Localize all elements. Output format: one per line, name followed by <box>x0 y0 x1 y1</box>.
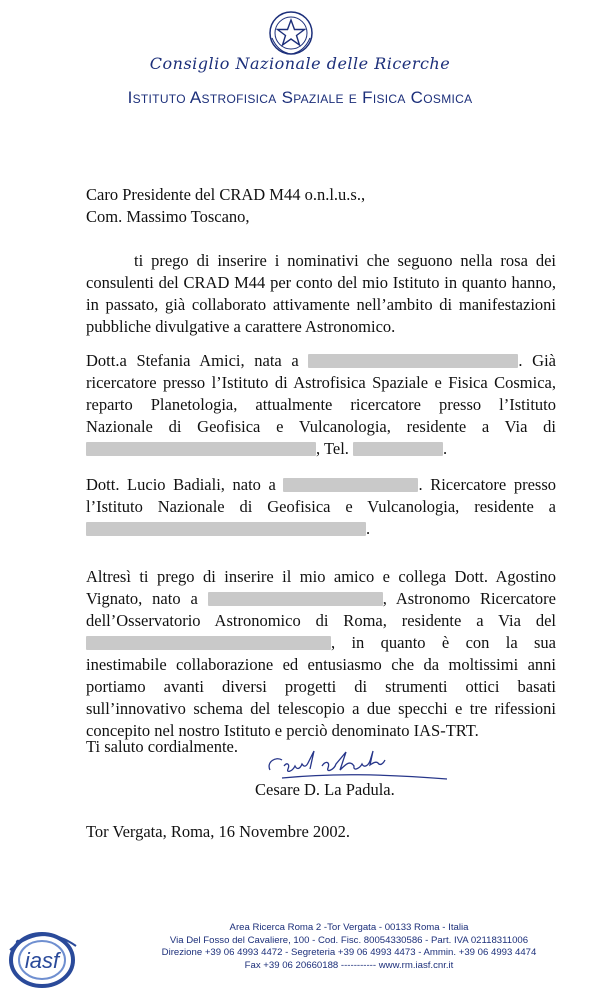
paragraph-agostino-vignato <box>86 566 556 742</box>
iasf-logo-text: iasf <box>24 948 60 973</box>
paragraph4-part-b: , Astronomo Ricercatore dell’Osservatorio Astronomico di Roma, residente a Via del <box>86 589 557 630</box>
closing-salutation: Ti saluto cordialmente. <box>86 737 238 756</box>
redacted-address <box>86 522 366 536</box>
footer-line-1: Area Ricerca Roma 2 -Tor Vergata - 00133 Roma - Italia <box>229 922 469 933</box>
paragraph4-part-c: , in quanto è con la sua inestimabile collaborazione ed entusiasmo che da moltissimi anni portiamo avanti diversi progetti di strumenti ottici basati sull’innovativo schema del telescopio a due specchi e tre rifessioni concepito nel nostro Istituto e perciò denominato IAS-TRT. <box>86 633 556 740</box>
letter-greeting <box>86 184 556 228</box>
signer-name: Cesare D. La Padula. <box>255 780 395 799</box>
greeting-line-1: Caro Presidente del CRAD M44 o.n.l.u.s., <box>86 185 366 204</box>
footer-line-2: Via Del Fosso del Cavaliere, 100 - Cod. Fisc. 80054330586 - Part. IVA 02118311006 <box>169 934 529 946</box>
iasf-logo-icon <box>4 920 84 990</box>
person1-tel-label: , Tel. <box>316 439 349 458</box>
redacted-birth-info <box>283 478 418 492</box>
italian-republic-star-emblem-icon <box>266 8 316 58</box>
redacted-birth-info <box>208 592 383 606</box>
person2-intro: Dott. Lucio Badiali, nato a <box>86 475 276 494</box>
paragraph-request: ti prego di inserire i nominativi che seguono nella rosa dei consulenti del CRAD M44 per conto del mio Istituto in quanto hanno, in passato, già collaborato attivamente nell’ambito di manifestazioni pubbliche divulgative a carattere Astronomico. <box>86 251 556 336</box>
person1-intro: Dott.a Stefania Amici, nata a <box>86 351 299 370</box>
council-name: Consiglio Nazionale delle Ricerche <box>149 54 451 73</box>
footer-contact-info <box>100 922 598 972</box>
redacted-address <box>86 636 331 650</box>
paragraph4-part-a: Altresì ti prego di inserire il mio amico e collega Dott. Agostino Vignato, nato a <box>86 567 556 608</box>
redacted-address <box>86 442 316 456</box>
handwritten-signature <box>262 750 452 784</box>
paragraph-stefania-amici: Dott.a Stefania Amici, nata a . Già ricercatore presso l’Istituto di Astrofisica Spaziale e Fisica Cosmica, reparto Planetologia, attualmente ricercatore presso l’Istituto Nazionale di Geofisica e Vulcanologia, residente a Via di , Tel. . <box>86 351 556 458</box>
person1-description: Già ricercatore presso l’Istituto di Astrofisica Spaziale e Fisica Cosmica, reparto Planetologia, attualmente ricercatore presso l’Istituto Nazionale di Geofisica e Vulcanologia, residente a Via di <box>86 351 556 436</box>
redacted-birth-info <box>308 354 518 368</box>
institute-name: Istituto Astrofisica Spaziale e Fisica Cosmica <box>127 88 473 107</box>
footer-line-4: Fax +39 06 20660188 ----------- www.rm.iasf.cnr.it <box>244 959 454 971</box>
paragraph-lucio-badiali: Dott. Lucio Badiali, nato a . Ricercatore presso l’Istituto Nazionale di Geofisica e Vulcanologia, residente a . <box>86 475 556 538</box>
redacted-phone <box>353 442 443 456</box>
place-and-date: Tor Vergata, Roma, 16 Novembre 2002. <box>86 822 351 841</box>
greeting-line-2: Com. Massimo Toscano, <box>86 207 250 226</box>
person2-description: Ricercatore presso l’Istituto Nazionale di Geofisica e Vulcanologia, residente a <box>86 475 556 516</box>
footer-line-3: Direzione +39 06 4993 4472 - Segreteria +39 06 4993 4473 - Ammin. +39 06 4993 4474 <box>161 947 537 958</box>
